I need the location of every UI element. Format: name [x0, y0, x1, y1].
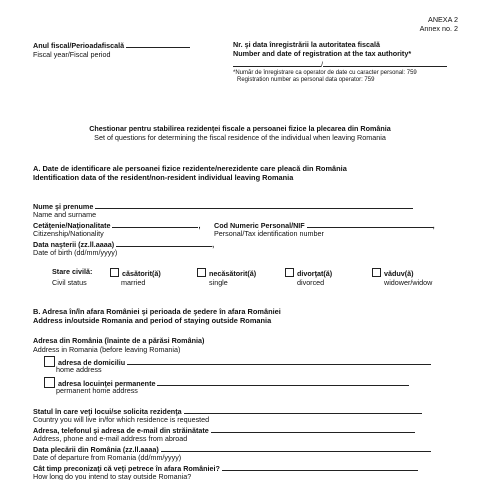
married-label: căsătorit(ă) [122, 269, 161, 278]
registration-note-en: Registration number as personal data operator: 759 [237, 77, 375, 84]
citizenship-label-en: Citizenship/Nationality [33, 229, 104, 238]
fiscal-year-label: Anul fiscal/Perioadafiscală [33, 41, 125, 50]
stay-duration-field[interactable] [222, 464, 418, 471]
registration-slash: / [321, 60, 323, 70]
birth-row: Data naşterii (zz.ll.aaaa) , [33, 240, 215, 249]
residence-state-label: Statul în care veţi locui/se solicita rezidenţa [33, 407, 182, 416]
widow-label: văduv(ă) [384, 269, 414, 278]
divorced-checkbox[interactable] [285, 268, 294, 277]
abroad-contact-label: Adresa, telefonul şi adresa de e-mail din străinătate [33, 426, 209, 435]
divorced-label-en: divorced [297, 278, 325, 287]
cnp-label-en: Personal/Tax identification number [214, 229, 324, 238]
form-title-en: Set of questions for determining the fiscal residence of the individual when leaving Romania [94, 133, 386, 142]
departure-date-label-en: Date of departure from Romania (dd/mm/yyyy) [33, 453, 182, 462]
registration-block [233, 41, 447, 84]
annex-ro: ANEXA 2 [428, 15, 458, 24]
birth-field[interactable] [116, 240, 212, 247]
address-romania-label-en: Address in Romania (before leaving Romania) [33, 345, 181, 354]
name-label: Nume şi prenume [33, 202, 94, 211]
citizenship-field[interactable] [112, 221, 198, 228]
annex-label [420, 16, 458, 33]
section-b-title-en: Address in/outside Romania and period of staying outside Romania [33, 316, 272, 325]
cnp-row: Cod Numeric Personal/NIF , [214, 221, 435, 230]
home-address-field[interactable] [127, 358, 431, 365]
registration-label: Nr. şi data înregistrării la autoritatea fiscală [233, 40, 381, 49]
widow-checkbox[interactable] [372, 268, 381, 277]
section-b-title: B. Adresa în/în afara României şi perioada de şedere în afara României [33, 307, 281, 316]
address-romania-label: Adresa din România (înainte de a părăsi România) [33, 336, 205, 345]
citizenship-row: Cetăţenie/Naţionalitate , [33, 221, 201, 230]
married-checkbox[interactable] [110, 268, 119, 277]
registration-note: *Număr de înregistrare ca operator de date cu caracter personal: 759 [233, 69, 417, 76]
home-address-label: adresa de domiciliu [58, 358, 126, 367]
section-a-title: A. Date de identificare ale persoanei fizice rezidente/nerezidente care pleacă din România [33, 164, 347, 173]
form-title: Chestionar pentru stabilirea rezidenţei fiscale a persoanei fizice la plecarea din România [89, 124, 391, 133]
permanent-address-label-en: permanent home address [56, 386, 138, 395]
married-label-en: married [121, 278, 146, 287]
civil-status-label: Stare civilă: [52, 267, 93, 276]
permanent-address-field[interactable] [157, 379, 409, 386]
registration-label-en: Number and date of registration at the tax authority* [233, 48, 412, 58]
registration-date-field[interactable] [321, 60, 447, 70]
home-address-label-en: home address [56, 365, 102, 374]
permanent-address-label: adresa locuinţei permanente [58, 379, 156, 388]
departure-date-field[interactable] [161, 445, 431, 452]
annex-en: Annex no. 2 [419, 23, 458, 33]
cnp-field[interactable] [307, 221, 433, 228]
registration-number-field[interactable] [233, 60, 323, 70]
single-label-en: single [209, 278, 228, 287]
abroad-contact-field[interactable] [211, 426, 415, 433]
civil-status-label-en: Civil status [52, 278, 87, 287]
divorced-label: divorţat(ă) [297, 269, 333, 278]
widow-label-en: widower/widow [384, 278, 433, 287]
permanent-address-checkbox[interactable] [44, 377, 55, 388]
fiscal-year-block [33, 41, 190, 59]
stay-duration-label-en: How long do you intend to stay outside Romania? [33, 472, 192, 480]
departure-date-label: Data plecării din România (zz.ll.aaaa) [33, 445, 159, 454]
single-checkbox[interactable] [197, 268, 206, 277]
birth-label-en: Date of birth (dd/mm/yyyy) [33, 248, 118, 257]
fiscal-year-label-en: Fiscal year/Fiscal period [33, 49, 111, 59]
home-address-row [44, 356, 431, 368]
cnp-label: Cod Numeric Personal/NIF [214, 221, 305, 230]
home-address-checkbox[interactable] [44, 356, 55, 367]
section-a-title-en: Identification data of the resident/non-resident individual leaving Romania [33, 173, 294, 182]
stay-duration-label: Cât timp preconizaţi că veţi petrece în afara României? [33, 464, 220, 473]
citizenship-label: Cetăţenie/Naţionalitate [33, 221, 111, 230]
name-field[interactable] [95, 202, 413, 209]
residence-state-label-en: Country you will live in/for which residence is requested [33, 415, 210, 424]
abroad-contact-label-en: Address, phone and e-mail address from abroad [33, 434, 188, 443]
name-label-en: Name and surname [33, 210, 97, 219]
single-label: necăsătorit(ă) [209, 269, 257, 278]
fiscal-year-field[interactable] [126, 41, 190, 48]
residence-state-field[interactable] [184, 407, 422, 414]
birth-label: Data naşterii (zz.ll.aaaa) [33, 240, 115, 249]
